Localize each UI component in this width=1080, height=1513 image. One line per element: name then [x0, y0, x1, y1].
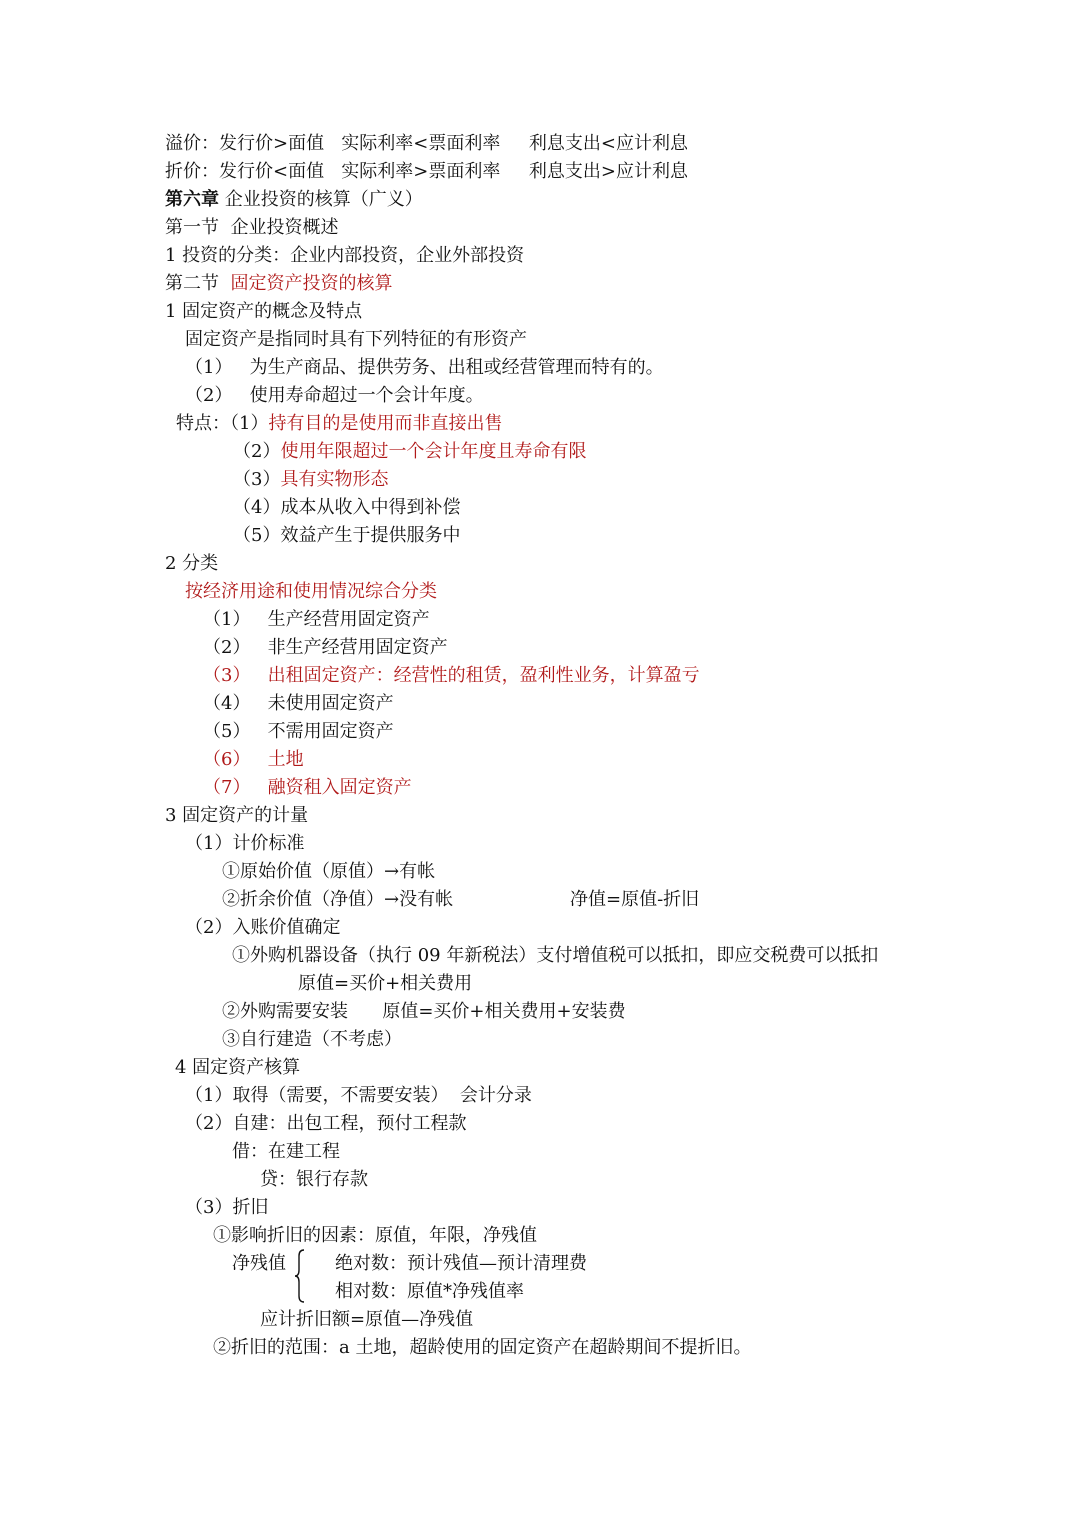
acquisition-item: （1）取得（需要，不需要安装） 会计分录	[185, 1085, 532, 1106]
depreciable-amount-formula: 应计折旧额=原值—净残值	[260, 1309, 474, 1330]
feature-number-3: （3）	[233, 469, 281, 490]
class-item-2: （2） 非生产经营用固定资产	[203, 637, 448, 658]
section-two-title: 固定资产投资的核算	[230, 273, 393, 294]
book-value-heading: （2）入账价值确定	[185, 917, 341, 938]
residual-relative: 相对数：原值*净残值率	[335, 1281, 524, 1302]
original-value: ①原始价值（原值）→有帐	[222, 861, 436, 882]
feature-label: 特点：（1）	[176, 413, 269, 434]
definition-item-2: （2） 使用寿命超过一个会计年度。	[185, 385, 484, 406]
investment-classification: 1 投资的分类：企业内部投资，企业外部投资	[165, 245, 525, 266]
purchase-with-installation: ②外购需要安装 原值=买价+相关费用+安装费	[222, 1001, 626, 1022]
section-two-heading	[165, 273, 392, 295]
feature-item-1	[176, 413, 502, 435]
classification-heading: 2 分类	[165, 553, 219, 574]
feature-text-2: 使用年限超过一个会计年度且寿命有限	[280, 441, 587, 462]
feature-item-4: （4）成本从收入中得到补偿	[233, 497, 461, 518]
feature-text-1: 持有目的是使用而非直接出售	[268, 413, 503, 434]
self-construction: ③自行建造（不考虑）	[222, 1029, 402, 1050]
chapter-number: 第六章	[165, 189, 219, 210]
depreciation-heading: （3）折旧	[185, 1197, 269, 1218]
chapter-title: 企业投资的核算（广义）	[219, 189, 423, 210]
feature-item-3	[233, 469, 388, 491]
classification-basis: 按经济用途和使用情况综合分类	[185, 581, 437, 602]
class-item-5: （5） 不需用固定资产	[203, 721, 394, 742]
accounting-heading: 4 固定资产核算	[175, 1057, 301, 1078]
chapter-heading	[165, 189, 423, 211]
measurement-heading: 3 固定资产的计量	[165, 805, 309, 826]
class-item-1: （1） 生产经营用固定资产	[203, 609, 430, 630]
feature-item-5: （5）效益产生于提供服务中	[233, 525, 461, 546]
residual-label: 净残值	[232, 1253, 286, 1274]
feature-number-2: （2）	[233, 441, 281, 462]
class-item-4: （4） 未使用固定资产	[203, 693, 394, 714]
net-value: ②折余价值（净值）→没有帐	[222, 889, 454, 910]
class-item-7: （7） 融资租入固定资产	[203, 777, 412, 798]
fixed-asset-concept-heading: 1 固定资产的概念及特点	[165, 301, 363, 322]
self-build-item: （2）自建：出包工程，预付工程款	[185, 1113, 467, 1134]
depreciation-scope: ②折旧的范围：a 土地，超龄使用的固定资产在超龄期间不提折旧。	[213, 1337, 752, 1358]
premium-line: 溢价：发行价>面值 实际利率<票面利率 利息支出<应计利息	[165, 133, 689, 154]
pricing-standard: （1）计价标准	[185, 833, 305, 854]
class-item-3: （3） 出租固定资产：经营性的租赁，盈利性业务，计算盈亏	[203, 665, 700, 686]
purchased-equipment-formula: 原值=买价+相关费用	[298, 973, 473, 994]
feature-text-3: 具有实物形态	[280, 469, 389, 490]
curly-brace-icon	[295, 1249, 305, 1303]
debit-entry: 借：在建工程	[232, 1141, 340, 1162]
feature-item-2	[233, 441, 586, 463]
definition-item-1: （1） 为生产商品、提供劳务、出租或经营管理而特有的。	[185, 357, 664, 378]
section-two-number: 第二节	[165, 273, 231, 294]
fixed-asset-definition: 固定资产是指同时具有下列特征的有形资产	[185, 329, 527, 350]
credit-entry: 贷：银行存款	[260, 1169, 368, 1190]
section-one-heading: 第一节 企业投资概述	[165, 217, 339, 238]
depreciation-factors: ①影响折旧的因素：原值，年限，净残值	[213, 1225, 537, 1246]
net-value-formula: 净值=原值-折旧	[570, 889, 700, 910]
class-item-6: （6） 土地	[203, 749, 304, 770]
purchased-equipment: ①外购机器设备（执行 09 年新税法）支付增值税可以抵扣，即应交税费可以抵扣	[232, 945, 879, 966]
residual-absolute: 绝对数：预计残值—预计清理费	[335, 1253, 587, 1274]
discount-line: 折价：发行价<面值 实际利率>票面利率 利息支出>应计利息	[165, 161, 689, 182]
